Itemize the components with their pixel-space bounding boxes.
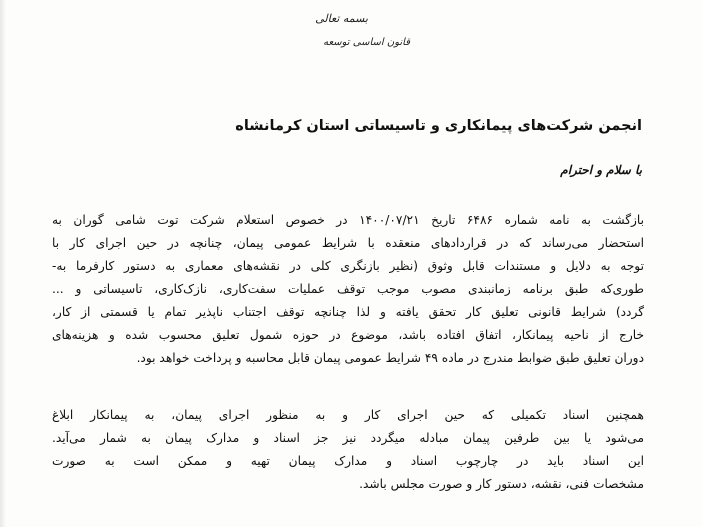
paragraph-line: استحضار می‌رساند که در قراردادهای منعقده با شرایط عمومی پیمان، چنانچه در حین اجرای کار با	[52, 236, 644, 250]
paragraph-line: این اسناد باید در چارچوب اسناد و مدارک پیمان تهیه و ممکن است به صورت	[52, 454, 644, 468]
paragraph-line: همچنین اسناد تکمیلی که حین اجرای کار و به منظور اجرای پیمان، به پیمانکار ابلاغ	[52, 408, 644, 422]
paragraph-line: طوری‌که طبق برنامه زمانبندی مصوب موجب توقف عملیات سفت‌کاری، نازک‌کاری، تاسیساتی و ...	[52, 282, 644, 296]
paragraph-line: دوران تعلیق طبق ضوابط مندرج در ماده ۴۹ شرایط عمومی پیمان قابل محاسبه و پرداخت خواهد بود.	[136, 351, 644, 365]
paragraph-line: گردد) شرایط قانونی تعلیق کار تحقق یافته و لذا چنانچه توقف اجتناب ناپذیر تمام یا قسمتی از کار،	[52, 305, 644, 319]
paragraph-main	[52, 209, 644, 370]
paragraph-line: خارج از ناحیه پیمانکار، اتفاق افتاده باشد، موضوع در حوزه شمول تعلیق محسوب شده و هزینه‌های	[52, 328, 644, 342]
law-slogan: قانون اساسی توسعه	[323, 37, 410, 48]
bismillah-heading: بسمه تعالی	[315, 12, 368, 25]
letter-addressee: انجمن شرکت‌های پیمانکاری و تاسیساتی استان کرمانشاه	[235, 118, 642, 134]
paragraph-line: می‌شود یا بین طرفین پیمان مبادله میگردد نیز جز اسناد و مدارک پیمان به شمار می‌آید.	[52, 431, 644, 445]
paragraph-line: مشخصات فنی، نقشه، دستور کار و صورت مجلس باشد.	[359, 477, 644, 491]
letter-salutation: با سلام و احترام	[560, 163, 642, 177]
paragraph-line: توجه به دلایل و مستندات قابل وثوق (نظیر بازنگری کلی در نقشه‌های معماری به دستور کارفرما به-	[52, 259, 644, 273]
paragraph-line: بازگشت به نامه شماره ۶۴۸۶ تاریخ ۱۴۰۰/۰۷/۲۱ در خصوص استعلام شرکت توت شامی گوران به	[52, 213, 644, 227]
paragraph-supplementary	[52, 404, 644, 496]
scan-edge-shadow	[0, 0, 6, 527]
